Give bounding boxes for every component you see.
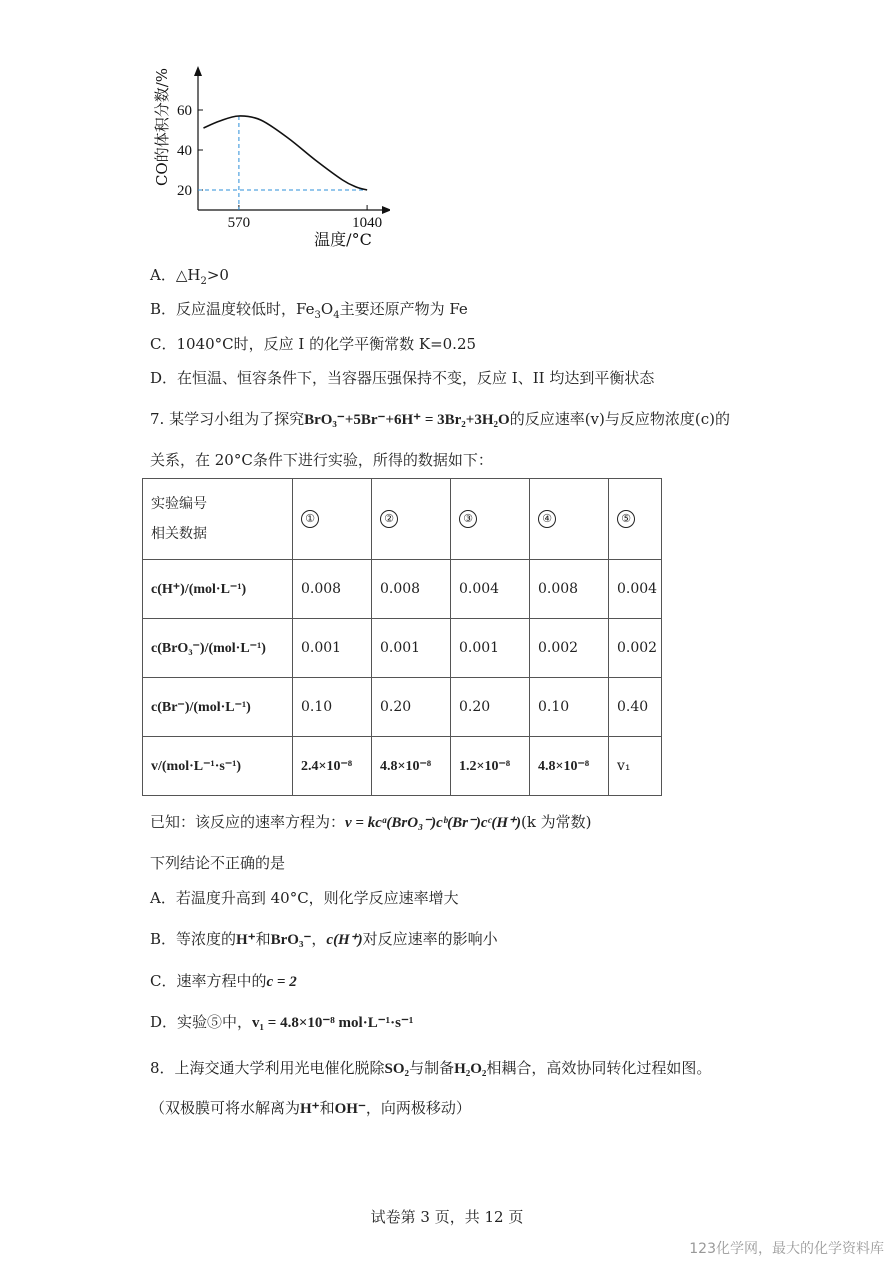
exp-number: ① [301,510,319,528]
table-cell: 0.002 [609,619,662,678]
row-label-h-conc: c(H⁺)/(mol·L⁻¹) [143,560,293,619]
table-cell: 0.10 [530,678,609,737]
table-cell: 0.008 [293,560,372,619]
q8-stem-line1 [150,1057,711,1078]
q8-text-e: 和 [319,1099,335,1117]
table-cell: v₁ [609,737,662,796]
q7-tail: 的反应速率(v)与反应物浓度(c)的 [509,410,730,428]
q7-option-b-ch: c(H⁺) [326,932,363,948]
q8-text-f: ，向两极移动） [365,1099,471,1117]
table-cell: 0.004 [451,560,530,619]
header-label-related-data: 相关数据 [151,526,207,542]
q6-option-a-tail: >0 [206,266,229,284]
table-cell: 2.4×10⁻⁸ [293,737,372,796]
q7-option-c-text: C．速率方程中的 [150,972,267,990]
q7-stem-line2: 关系，在 20°C条件下进行实验，所得的数据如下： [150,451,493,469]
table-header-row [143,479,662,560]
q7-known-rate-equation [150,811,592,832]
q7-option-b-bro3: BrO₃⁻ [270,932,312,948]
q7-option-d-eq: v₁ = 4.8×10⁻⁸ mol·L⁻¹·s⁻¹ [252,1015,414,1031]
x-axis-label: 温度/°C [314,230,372,249]
row-label-rate: v/(mol·L⁻¹·s⁻¹) [143,737,293,796]
q7-equation: BrO₃⁻+5Br⁻+6H⁺ = 3Br₂+3H₂O [304,412,510,428]
table-cell: 4.8×10⁻⁸ [372,737,451,796]
watermark-text: 123化学网，最大的化学资料库 [689,1241,884,1257]
q7-known-eq: v = kcᵃ(BrO₃⁻)cᵇ(Br⁻)cᶜ(H⁺) [345,815,521,831]
q6-option-a-text: A．△H [150,266,201,284]
q7-option-b-text3: ， [311,930,327,948]
table-cell: 0.40 [609,678,662,737]
table-cell: 1.2×10⁻⁸ [451,737,530,796]
q7-option-c [150,970,297,991]
header-exp-1 [293,479,372,560]
x-tick-label: 570 [227,215,251,231]
q8-text-b: 与制备 [409,1059,455,1077]
q8-so2: SO₂ [384,1061,410,1077]
q8-hplus: H⁺ [300,1101,320,1117]
q6-option-b [150,298,468,319]
q6-option-b-tail: 主要还原产物为 Fe [339,300,468,318]
table-row [143,678,662,737]
q7-question: 下列结论不正确的是 [150,854,286,872]
table-cell: 0.20 [451,678,530,737]
q7-lead: 7. 某学习小组为了探究 [150,410,305,428]
q6-option-b-text: B．反应温度较低时，Fe [150,300,315,318]
q6-option-d: D．在恒温、恒容条件下，当容器压强保持不变，反应 I、II 均达到平衡状态 [150,369,655,387]
y-tick-label: 40 [177,143,192,159]
q8-text-c: 相耦合，高效协同转化过程如图。 [486,1059,712,1077]
q7-data-table [142,478,662,796]
co-volume-fraction-chart [150,60,390,260]
q6-option-b-sub1: 3 [314,310,321,321]
q6-option-c: C．1040°C时，反应 I 的化学平衡常数 K=0.25 [150,335,477,353]
exp-number: ⑤ [617,510,635,528]
q7-option-b-text1: B．等浓度的 [150,930,237,948]
header-exp-2 [372,479,451,560]
q6-option-a-sub: 2 [200,276,207,287]
q7-option-d [150,1011,413,1032]
table-cell: 0.008 [372,560,451,619]
q7-option-d-text: D．实验⑤中， [150,1013,253,1031]
exp-number: ④ [538,510,556,528]
table-cell: 0.001 [372,619,451,678]
header-exp-5 [609,479,662,560]
exp-number: ② [380,510,398,528]
table-cell: 0.001 [293,619,372,678]
q7-option-b-text2: 和 [255,930,271,948]
x-axis-arrow [382,206,390,214]
table-row [143,737,662,796]
q8-h2o2: H₂O₂ [454,1061,487,1077]
table-cell: 4.8×10⁻⁸ [530,737,609,796]
q8-text-d: （双极膜可将水解离为 [150,1099,301,1117]
exp-number: ③ [459,510,477,528]
table-cell: 0.008 [530,560,609,619]
q8-text-a: 8．上海交通大学利用光电催化脱除 [150,1059,385,1077]
y-axis-label: CO的体积分数/% [153,67,171,187]
table-cell: 0.10 [293,678,372,737]
table-cell: 0.20 [372,678,451,737]
y-axis-arrow [194,66,202,76]
q8-ohminus: OH⁻ [334,1101,366,1117]
series-line [203,116,367,190]
header-label-experiment-no: 实验编号 [151,496,207,512]
row-label-bro3-conc: c(BrO₃⁻)/(mol·L⁻¹) [143,619,293,678]
q6-option-b-sub2: 4 [333,310,340,321]
q7-option-b [150,928,498,949]
table-row [143,619,662,678]
y-tick-label: 60 [177,103,192,119]
header-exp-4 [530,479,609,560]
table-cell: 0.004 [609,560,662,619]
q6-option-a [150,264,229,285]
table-corner-cell [143,479,293,560]
table-cell: 0.001 [451,619,530,678]
q7-stem-line1 [150,408,730,429]
q6-option-b-mid: O [320,300,334,318]
y-tick-label: 20 [177,183,192,199]
page-footer: 试卷第 3 页，共 12 页 [370,1208,524,1226]
q7-known-tail: (k 为常数) [520,813,592,831]
x-tick-label: 1040 [352,215,383,231]
q7-option-b-h: H⁺ [236,932,256,948]
q7-option-c-eq: c = 2 [266,974,297,990]
q7-option-b-text4: 对反应速率的影响小 [362,930,498,948]
q7-known-lead: 已知：该反应的速率方程为： [150,813,346,831]
q8-stem-line2 [150,1097,471,1118]
q7-option-a: A．若温度升高到 40°C，则化学反应速率增大 [150,889,459,907]
header-exp-3 [451,479,530,560]
table-cell: 0.002 [530,619,609,678]
row-label-br-conc: c(Br⁻)/(mol·L⁻¹) [143,678,293,737]
table-row [143,560,662,619]
